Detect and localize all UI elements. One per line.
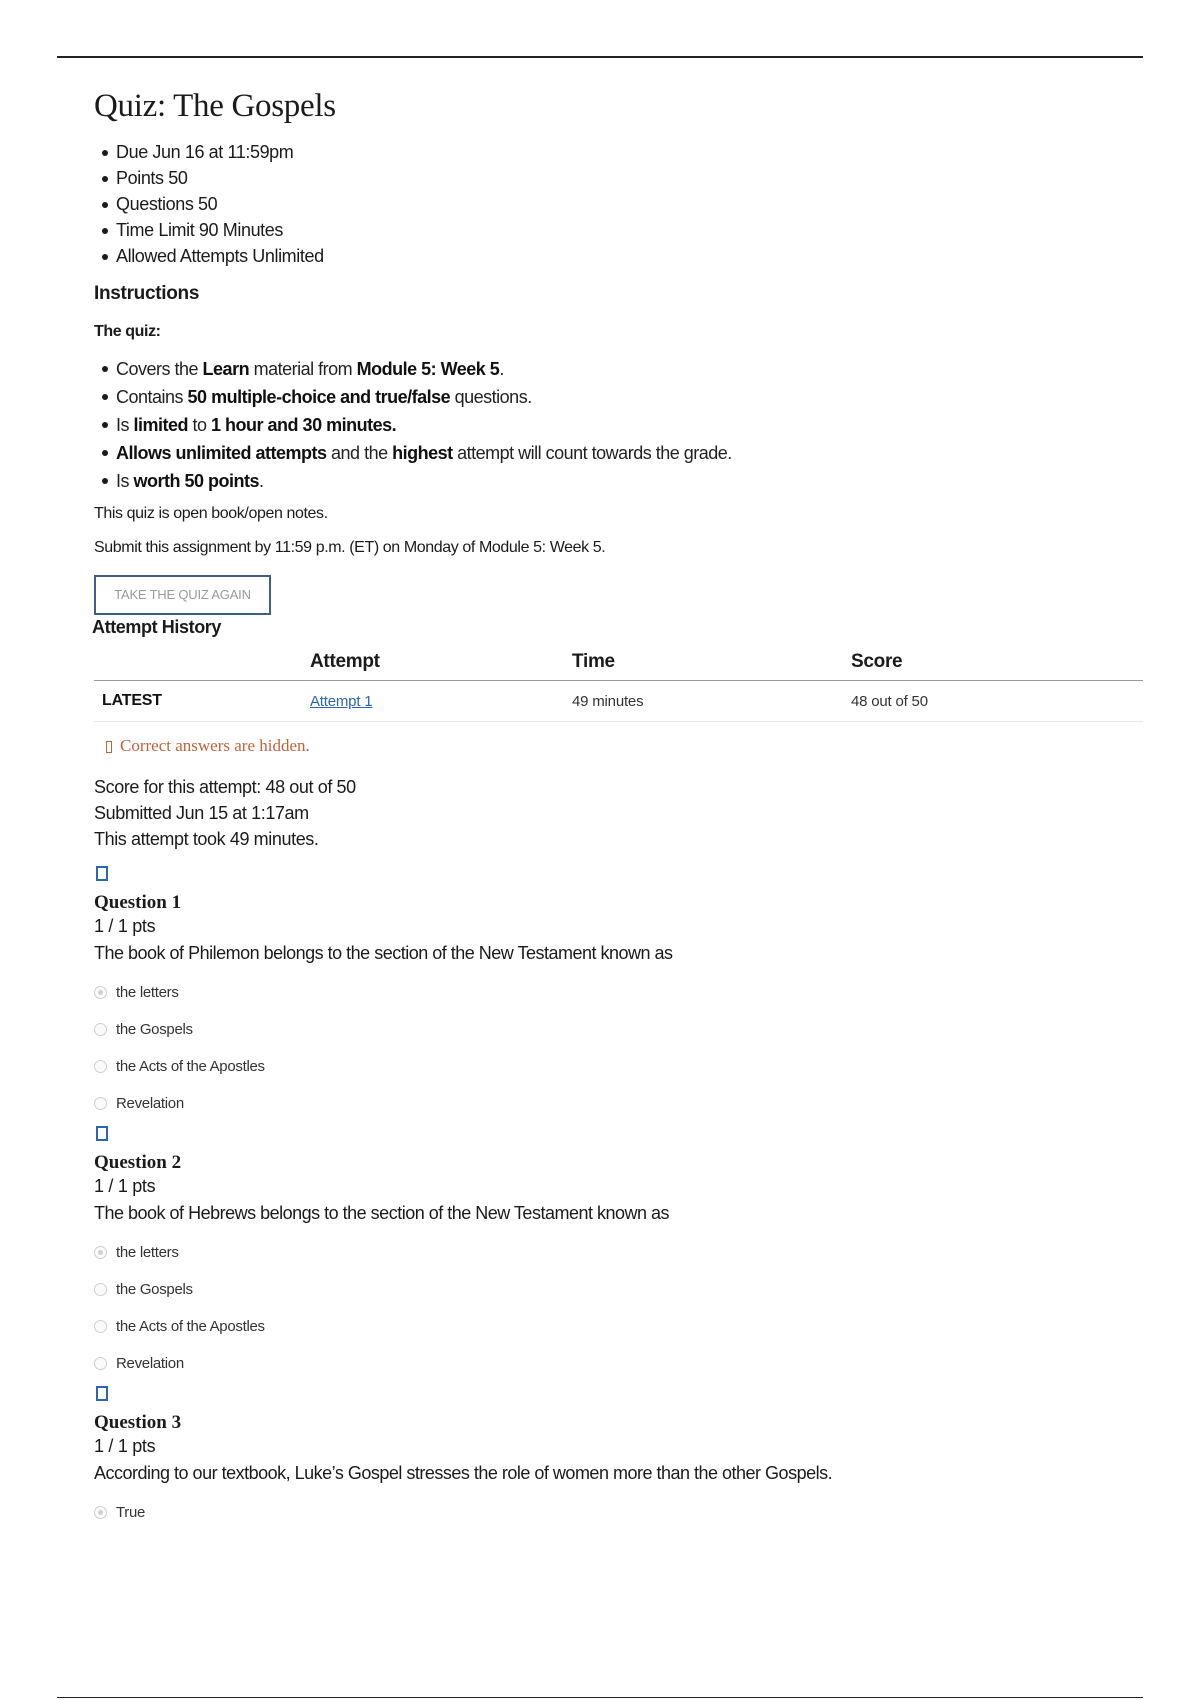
- option-label: the Gospels: [116, 1281, 193, 1298]
- option-label: Revelation: [116, 1095, 184, 1112]
- radio[interactable]: [94, 1320, 107, 1333]
- radio[interactable]: [94, 1283, 107, 1296]
- quiz-label: The quiz:: [94, 323, 161, 340]
- radio[interactable]: [94, 1060, 107, 1073]
- latest-tag: LATEST: [94, 681, 309, 722]
- radio[interactable]: [94, 1023, 107, 1036]
- info-icon: [106, 741, 112, 753]
- question-title: Question 3: [94, 1412, 182, 1433]
- flag-icon[interactable]: [96, 1126, 108, 1141]
- bottom-divider: [57, 1697, 1143, 1698]
- quiz-page: [94, 88, 1144, 1531]
- answer-option[interactable]: [94, 1085, 1144, 1122]
- attempt-score: Score for this attempt: 48 out of 50: [94, 777, 356, 797]
- radio[interactable]: [94, 1357, 107, 1370]
- take-quiz-again-button[interactable]: TAKE THE QUIZ AGAIN: [94, 575, 271, 615]
- question-text: According to our textbook, Luke’s Gospel stresses the role of women more than the other Gospels.: [94, 1463, 833, 1483]
- radio-selected[interactable]: [94, 986, 107, 999]
- question-points: 1 / 1 pts: [94, 916, 156, 936]
- option-label: the letters: [116, 984, 179, 1001]
- quiz-meta-list: [94, 139, 1144, 269]
- column-header-attempt: Attempt: [309, 644, 571, 681]
- attempt-history-heading: Attempt History: [92, 617, 222, 637]
- answer-option[interactable]: [94, 1011, 1144, 1048]
- answer-option[interactable]: [94, 1345, 1144, 1382]
- radio-selected[interactable]: [94, 1506, 107, 1519]
- score-cell: 48 out of 50: [850, 681, 1143, 722]
- option-label: Revelation: [116, 1355, 184, 1372]
- meta-due: Due Jun 16 at 11:59pm: [102, 139, 1144, 165]
- question-text: The book of Philemon belongs to the section of the New Testament known as: [94, 943, 673, 963]
- question-1: [94, 866, 1144, 1122]
- answer-option[interactable]: [94, 1494, 1144, 1531]
- answer-option[interactable]: [94, 1048, 1144, 1085]
- answers-hidden-text: Correct answers are hidden.: [120, 736, 310, 755]
- instruction-item: Is limited to 1 hour and 30 minutes.: [102, 411, 1144, 439]
- attempt-cell: [309, 681, 571, 722]
- top-divider: [57, 56, 1143, 58]
- column-header-time: Time: [571, 644, 850, 681]
- column-header-score: Score: [850, 644, 1143, 681]
- attempt-duration: This attempt took 49 minutes.: [94, 829, 319, 849]
- option-label: True: [116, 1504, 146, 1521]
- question-text: The book of Hebrews belongs to the section of the New Testament known as: [94, 1203, 670, 1223]
- question-3: [94, 1386, 1144, 1531]
- open-book-note: This quiz is open book/open notes.: [94, 505, 328, 522]
- flag-icon[interactable]: [96, 1386, 108, 1401]
- instructions-list: [94, 355, 1144, 495]
- answer-option[interactable]: [94, 974, 1144, 1011]
- meta-points: Points 50: [102, 165, 1144, 191]
- question-points: 1 / 1 pts: [94, 1436, 156, 1456]
- instruction-item: Is worth 50 points.: [102, 467, 1144, 495]
- option-label: the Acts of the Apostles: [116, 1058, 265, 1075]
- meta-time-limit: Time Limit 90 Minutes: [102, 217, 1144, 243]
- meta-questions: Questions 50: [102, 191, 1144, 217]
- column-header-tag: [94, 644, 309, 681]
- submit-note: Submit this assignment by 11:59 p.m. (ET) on Monday of Module 5: Week 5.: [94, 539, 606, 556]
- question-title: Question 1: [94, 892, 182, 913]
- instruction-item: Contains 50 multiple-choice and true/false questions.: [102, 383, 1144, 411]
- answer-option[interactable]: [94, 1234, 1144, 1271]
- answers-hidden-notice: [106, 736, 1144, 756]
- attempt-summary: [94, 774, 1144, 852]
- option-label: the Acts of the Apostles: [116, 1318, 265, 1335]
- option-label: the Gospels: [116, 1021, 193, 1038]
- table-row: [94, 681, 1143, 722]
- answer-option[interactable]: [94, 1271, 1144, 1308]
- answer-option[interactable]: [94, 1308, 1144, 1345]
- instructions-heading: Instructions: [94, 283, 200, 304]
- question-title: Question 2: [94, 1152, 182, 1173]
- radio[interactable]: [94, 1097, 107, 1110]
- question-points: 1 / 1 pts: [94, 1176, 156, 1196]
- page-title: Quiz: The Gospels: [94, 88, 336, 124]
- option-label: the letters: [116, 1244, 179, 1261]
- attempt-submitted: Submitted Jun 15 at 1:17am: [94, 803, 309, 823]
- meta-attempts: Allowed Attempts Unlimited: [102, 243, 1144, 269]
- time-cell: 49 minutes: [571, 681, 850, 722]
- instruction-item: Allows unlimited attempts and the highest attempt will count towards the grade.: [102, 439, 1144, 467]
- question-2: [94, 1126, 1144, 1382]
- instruction-item: Covers the Learn material from Module 5: Week 5.: [102, 355, 1144, 383]
- table-header-row: [94, 644, 1143, 681]
- attempt-link[interactable]: Attempt 1: [310, 692, 373, 710]
- flag-icon[interactable]: [96, 866, 108, 881]
- radio-selected[interactable]: [94, 1246, 107, 1259]
- attempt-history-table: [94, 644, 1143, 722]
